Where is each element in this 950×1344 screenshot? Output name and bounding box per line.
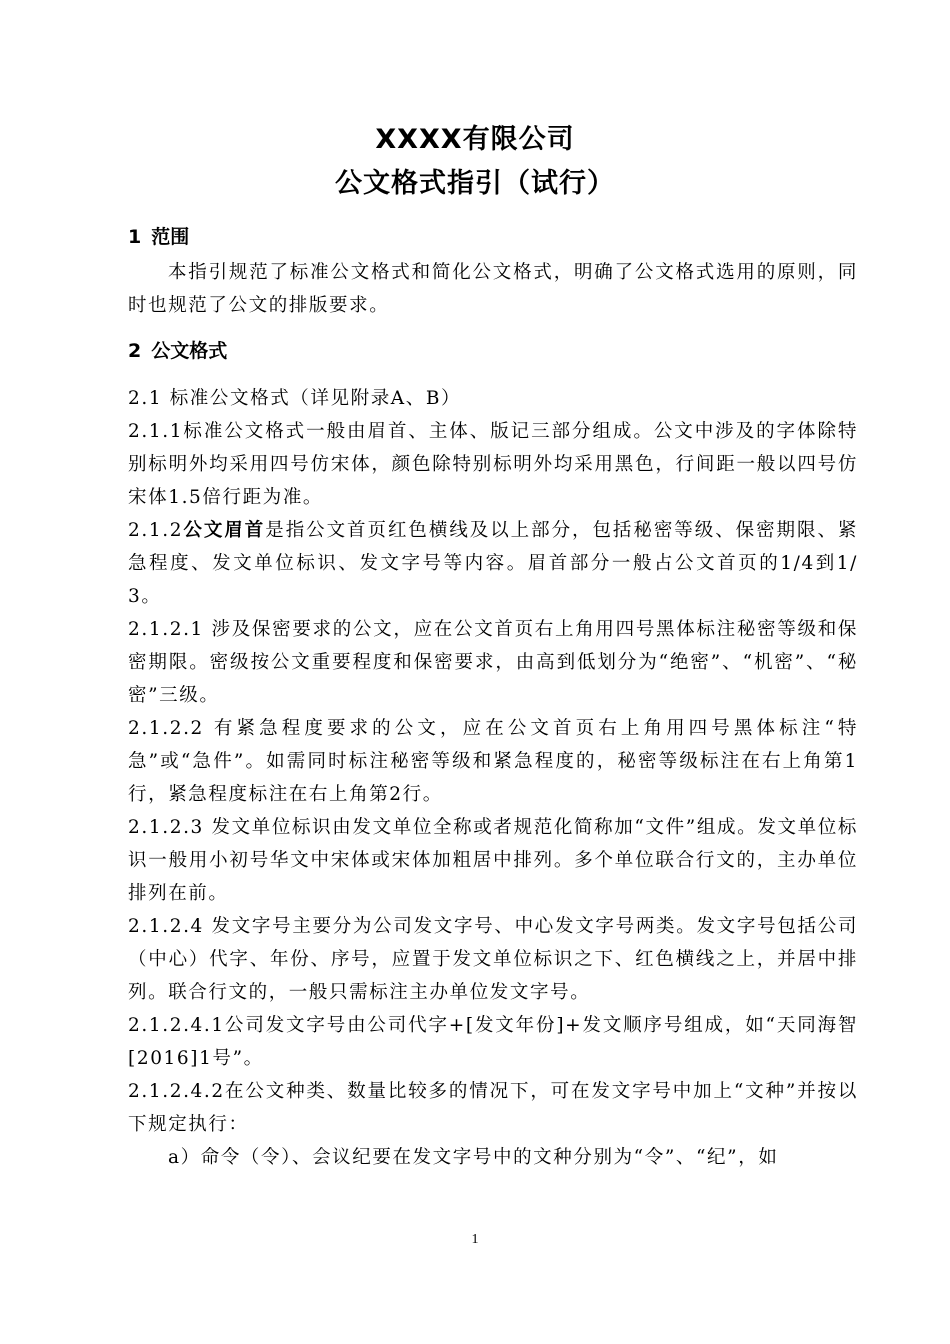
paragraph-2-1-2-4: 2.1.2.4 发文字号主要分为公司发文字号、中心发文字号两类。发文字号包括公司（中心）代字、年份、序号，应置于发文单位标识之下、红色横线之上，并居中排列。联合行文的，一般只需标注主办单位发文字号。 — [128, 916, 858, 1003]
paragraph-2-1: 2.1 标准公文格式（详见附录A、B） — [128, 388, 462, 409]
section-2-heading — [128, 336, 858, 366]
paragraph-2-1-2-4-2: 2.1.2.4.2在公文种类、数量比较多的情况下，可在发文字号中加上“文种”并按以下规定执行： — [128, 1081, 858, 1135]
paragraph-2-1-2 — [128, 514, 858, 613]
clause-number: 2.1.2 — [128, 520, 184, 541]
title-main: 公文格式指引（试行） — [335, 168, 615, 199]
paragraph-scope: 本指引规范了标准公文格式和简化公文格式，明确了公文格式选用的原则，同时也规范了公文的排版要求。 — [128, 262, 858, 316]
paragraph-2-1-2-4-1: 2.1.2.4.1公司发文字号由公司代字+[发文年份]+发文顺序号组成，如“天同海智[2016]1号”。 — [128, 1015, 858, 1069]
section-number: 1 — [128, 226, 142, 248]
document-title — [0, 118, 950, 206]
section-title: 范围 — [151, 226, 190, 248]
paragraph-2-1-2-3: 2.1.2.3 发文单位标识由发文单位全称或者规范化简称加“文件”组成。发文单位标识一般用小初号华文中宋体或宋体加粗居中排列。多个单位联合行文的，主办单位排列在前。 — [128, 817, 858, 904]
page-number: 1 — [471, 1232, 479, 1247]
clause-text: 是指公文首页红色横线及以上部分，包括秘密等级、保密期限、紧急程度、发文单位标识、发文字号等内容。眉首部分一般占公文首页的1/4到1/3。 — [128, 520, 859, 607]
title-company: XXXX有限公司 — [375, 124, 575, 155]
paragraph-2-1-1: 2.1.1标准公文格式一般由眉首、主体、版记三部分组成。公文中涉及的字体除特别标明外均采用四号仿宋体，颜色除特别标明外均采用黑色，行间距一般以四号仿宋体1.5倍行距为准。 — [128, 421, 858, 508]
paragraph-item-a: a）命令（令）、会议纪要在发文字号中的文种分别为“令”、“纪”，如 — [168, 1147, 779, 1168]
term-bold: 公文眉首 — [183, 520, 266, 541]
document-body — [128, 222, 858, 1174]
section-title: 公文格式 — [151, 340, 228, 362]
paragraph-2-1-2-1: 2.1.2.1 涉及保密要求的公文，应在公文首页右上角用四号黑体标注秘密等级和保密期限。密级按公文重要程度和保密要求，由高到低划分为“绝密”、“机密”、“秘密”三级。 — [128, 619, 858, 706]
paragraph-2-1-2-2: 2.1.2.2 有紧急程度要求的公文，应在公文首页右上角用四号黑体标注“特急”或“急件”。如需同时标注秘密等级和紧急程度的，秘密等级标注在右上角第1行，紧急程度标注在右上角第2行。 — [128, 718, 858, 805]
section-number: 2 — [128, 340, 142, 362]
section-1-heading — [128, 222, 858, 252]
